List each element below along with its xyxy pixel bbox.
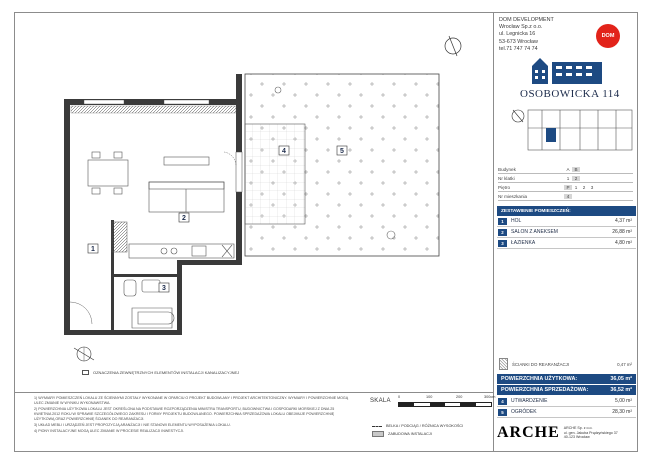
param-value: 2	[582, 184, 586, 190]
installation-marker-icon	[82, 370, 89, 375]
scale-tick: 0	[398, 395, 401, 399]
param-row-stair	[498, 174, 633, 183]
reorganization-area: 0,47 m²	[617, 361, 632, 367]
reorganization-row	[497, 356, 636, 372]
arche-logo	[497, 424, 618, 442]
arche-info	[564, 426, 618, 440]
room-number-3: 3	[162, 285, 166, 292]
hatch-icon	[499, 358, 508, 370]
arche-address: ul. gen. Jakuba Prądzyńskiego 37	[563, 430, 618, 435]
outdoor-name: UTWARDZENIE	[511, 398, 548, 404]
room-number: 2	[498, 229, 507, 236]
dining-table	[88, 152, 128, 194]
legend-row-installation	[372, 430, 463, 438]
outdoor-number: 5	[498, 409, 507, 416]
param-label: Nr klatki	[498, 175, 515, 181]
scale-ticks	[394, 395, 504, 401]
developer-info	[499, 17, 554, 53]
installation-fill-icon	[372, 431, 384, 437]
sales-area-bar	[497, 385, 636, 395]
developer-street: ul. Legnicka 16	[499, 31, 536, 38]
param-value-selected: 4	[564, 194, 572, 199]
outdoor-row	[497, 396, 636, 407]
param-row-apartment	[498, 192, 633, 201]
developer-company: Wrocław Sp.z o.o.	[499, 24, 543, 31]
footnotes	[34, 396, 352, 435]
outdoor-name: OGRÓDEK	[511, 409, 537, 415]
room-number: 3	[498, 240, 507, 247]
usable-area-value: 36,05 m²	[610, 376, 632, 382]
room-name: ŁAZIENKA	[511, 240, 536, 246]
building-illustration	[530, 56, 610, 86]
footnote: 2) POWIERZCHNIA UŻYTKOWA LOKALU JEST OKREŚLONA NA PODSTAWIE ROZPORZĄDZENIA MINISTRA TRANSPORTU, BUDOWNICTWA I GOSPODARKI MORSKIEJ Z DNIA 25 KWIETNIA 2012 ROKU W SPRAWIE SZCZEGÓŁOWEGO ZAKRESU I FORMY PROJEKTU BUDOWLANEGO. POWIERZCHNIA SPRZEDAŻOWA LOKALU OBEJMUJE POWIERZCHNIĘ UŻYTKOWĄ ORAZ POWIERZCHNIĘ ŚCIANEK DO REARANŻACJI.	[34, 407, 335, 421]
param-value: 3	[590, 184, 594, 190]
wall-hatch	[71, 106, 236, 113]
outdoor-number: 4	[498, 398, 507, 405]
door-swing	[224, 152, 236, 166]
apartment-params	[498, 165, 633, 201]
line-legend	[372, 422, 463, 438]
panel-divider	[493, 12, 494, 452]
room-row	[497, 216, 636, 227]
entry-door-swing	[70, 302, 92, 324]
window	[84, 100, 124, 104]
rooms-list	[497, 216, 636, 249]
developer-phone: tel.71 747 74 74	[499, 45, 538, 52]
key-plan	[510, 106, 636, 158]
outdoor-row	[497, 407, 636, 418]
room-number-4: 4	[282, 148, 286, 155]
scale-tick: 300cm	[484, 395, 496, 399]
legend-row-beam	[372, 422, 463, 430]
room-number-2: 2	[182, 215, 186, 222]
room-row	[497, 227, 636, 238]
kitchen-counter	[129, 244, 234, 258]
wardrobe	[112, 222, 127, 252]
param-row-building	[498, 165, 633, 174]
room-number-5: 5	[340, 148, 344, 155]
param-value: 1	[566, 175, 570, 181]
scale-tick: 200	[456, 395, 463, 399]
tv-unit	[164, 157, 209, 165]
scale-label: SKALA	[370, 398, 391, 404]
installation-note	[82, 370, 239, 375]
north-arrow-icon	[512, 110, 524, 122]
usable-area-bar	[497, 374, 636, 384]
sales-area-value: 36,52 m²	[610, 387, 632, 393]
param-value: A	[566, 166, 570, 172]
apartment-highlight	[546, 128, 556, 142]
room-area: 26,88 m²	[612, 229, 632, 235]
room-number: 1	[498, 218, 507, 225]
outdoor-area: 28,30 m²	[612, 409, 632, 415]
param-value-selected: P	[564, 185, 572, 190]
param-row-floor	[498, 183, 633, 192]
param-value-selected: B	[572, 167, 580, 172]
param-label: Nr mieszkania	[498, 193, 528, 199]
room-name: HOL	[511, 218, 522, 224]
outdoor-list	[497, 396, 636, 418]
param-value: 1	[574, 184, 578, 190]
dashed-line-icon	[372, 426, 382, 427]
room-name: SALON Z ANEKSEM	[511, 229, 558, 235]
param-label: Piętro	[498, 184, 511, 190]
footnote: 3) UKŁAD MEBLI I URZĄDZEŃ JEST PROPOZYCJĄ ARANŻACJI I NIE STANOWI ELEMENTU WYPOSAŻENIA LOKALU.	[34, 423, 231, 427]
outdoor-area: 5,00 m²	[615, 398, 632, 404]
window	[164, 100, 209, 104]
legend-installation-label: ZABUDOWA INSTALACJI	[388, 432, 432, 436]
rooms-header: ZESTAWIENIE POMIESZCZEŃ:	[497, 206, 636, 216]
room-area: 4,80 m²	[615, 240, 632, 246]
installation-note-text: OZNACZENIA ZEWNĘTRZNYCH ELEMENTÓW INSTALACJI KANALIZACYJNEJ	[93, 370, 240, 375]
footer-divider	[14, 392, 493, 393]
dom-logo: DOM	[596, 24, 620, 48]
usable-area-label: POWIERZCHNIA UŻYTKOWA:	[501, 376, 578, 382]
scale-tick: 100	[426, 395, 433, 399]
reorganization-label: ŚCIANKI DO REARANŻACJI	[512, 361, 570, 367]
developer-city: 53-673 Wrocław	[499, 38, 538, 45]
window-strip	[236, 152, 242, 192]
param-value-selected: 2	[572, 176, 580, 181]
floor-plan	[14, 12, 493, 392]
north-arrow-icon	[74, 347, 94, 361]
room-number-1: 1	[91, 246, 95, 253]
sales-area-label: POWIERZCHNIA SPRZEDAŻOWA:	[501, 387, 589, 393]
scale-bar	[398, 402, 492, 407]
paving-area	[245, 124, 305, 224]
room-area: 4,37 m²	[615, 218, 632, 224]
footnote: 1) WYMIARY POMIESZCZEŃ LOKALU ZE ŚCIENNYMI ZOSTAŁY WYKONANE W OPARCIU O PROJEKT BUDOWLANY I PROJEKT ARCHITEKTONICZNY. WYMIARY I POWIERZCHNIE MOGĄ ULEC ZMIANIE W WYNIKU WYKONAWSTWA.	[34, 396, 349, 405]
param-label: Budynek	[498, 166, 516, 172]
arche-company: ARCHE Sp. z o.o.	[563, 426, 593, 431]
legend-beam-label: BELKA / PODCIĄG / RÓŻNICA WYSOKOŚCI	[386, 424, 464, 428]
room-row	[497, 238, 636, 249]
arche-city: 40-123 Wrocław	[563, 435, 590, 440]
outer-walls	[64, 74, 242, 335]
developer-name: DOM DEVELOPMENT	[499, 17, 554, 23]
project-title: OSOBOWICKA 114	[520, 88, 620, 100]
arche-brand: ARCHE	[497, 424, 560, 441]
sofa	[149, 182, 224, 212]
footnote: 4) PIONY INSTALACYJNE MOGĄ ULEC ZMIANIE W PROCESIE REALIZACJI INWESTYCJI.	[34, 429, 185, 433]
north-arrow-icon	[445, 36, 461, 56]
